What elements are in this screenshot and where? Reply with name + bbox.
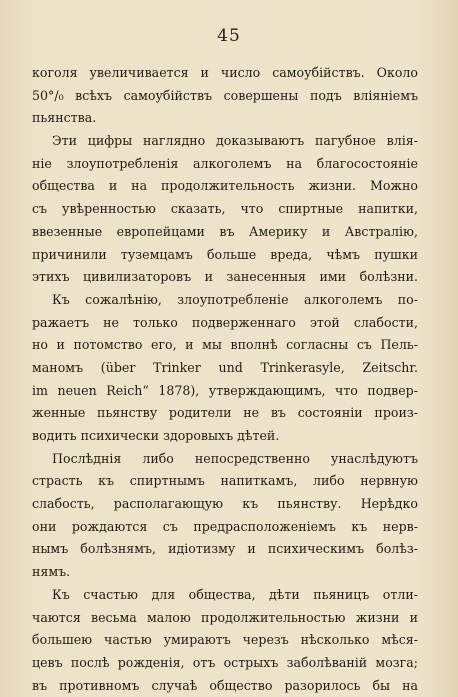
page-number: 45 (217, 26, 241, 46)
text-line: чаются весьма малою продолжительностью жизни и (32, 609, 418, 625)
text-line: нымъ болѣзнямъ, идіотизму и психическимъ болѣз- (32, 541, 418, 557)
text-line: 50°/₀ всѣхъ самоубійствъ совершены подъ вліяніемъ (32, 87, 418, 103)
paragraph (32, 584, 418, 697)
text-line: Эти цифры наглядно доказываютъ пагубное влія- (52, 133, 418, 149)
text-line: женные пьянству родители не въ состояніи произ- (32, 405, 418, 421)
text-line: Послѣднія либо непосредственно унаслѣдуютъ (52, 450, 418, 466)
text-line: водить психически здоровыхъ дѣтей. (32, 428, 280, 443)
paragraph (32, 289, 418, 448)
paragraph (32, 62, 418, 130)
text-line: ніе злоупотребленія алкоголемъ на благосостояніе (32, 155, 418, 171)
text-line: ввезенные европейцами въ Америку и Австралію, (32, 223, 418, 239)
text-line: слабость, располагающую къ пьянству. Нерѣдко (32, 496, 418, 512)
text-line: страсть къ спиртнымъ напиткамъ, либо нервную (32, 473, 418, 489)
text-line: съ увѣренностью сказать, что спиртные напитки, (32, 201, 418, 217)
text-line: большею частью умираютъ черезъ нѣсколько мѣся- (32, 632, 418, 648)
text-line: ражаетъ не только подверженнаго этой слабости, (32, 314, 418, 330)
text-line: Къ сожалѣнію, злоупотребленіе алкоголемъ по- (52, 291, 418, 307)
text-line: цевъ послѣ рожденія, отъ острыхъ заболѣваній мозга; (32, 654, 418, 670)
text-line: Къ счастью для общества, дѣти пьяницъ отли- (52, 586, 418, 602)
paragraph (32, 448, 418, 584)
text-line: пьянства. (32, 110, 97, 126)
text-line: этихъ цивилизаторовъ и занесенныя ими болѣзни. (32, 269, 418, 285)
paragraph (32, 130, 418, 289)
text-line: въ противномъ случаѣ общество разорилось бы на (32, 677, 418, 693)
body-text (32, 62, 418, 697)
text-line: они рождаются съ предрасположеніемъ къ нерв- (32, 518, 418, 534)
text-line: маномъ (über Trinker und Trinkerasyle, Zeitschr. (32, 359, 418, 375)
text-line: нямъ. (32, 564, 71, 580)
text-line: общества и на продолжительность жизни. Можно (32, 178, 418, 194)
text-line: но и потомство его, и мы вполнѣ согласны съ Пель- (32, 337, 418, 353)
text-line: причинили туземцамъ больше вреда, чѣмъ пушки (32, 246, 418, 262)
text-line: im neuen Reich“ 1878), утверждающимъ, что подвер- (32, 382, 418, 398)
text-line: коголя увеличивается и число самоубійствъ. Около (32, 65, 418, 80)
